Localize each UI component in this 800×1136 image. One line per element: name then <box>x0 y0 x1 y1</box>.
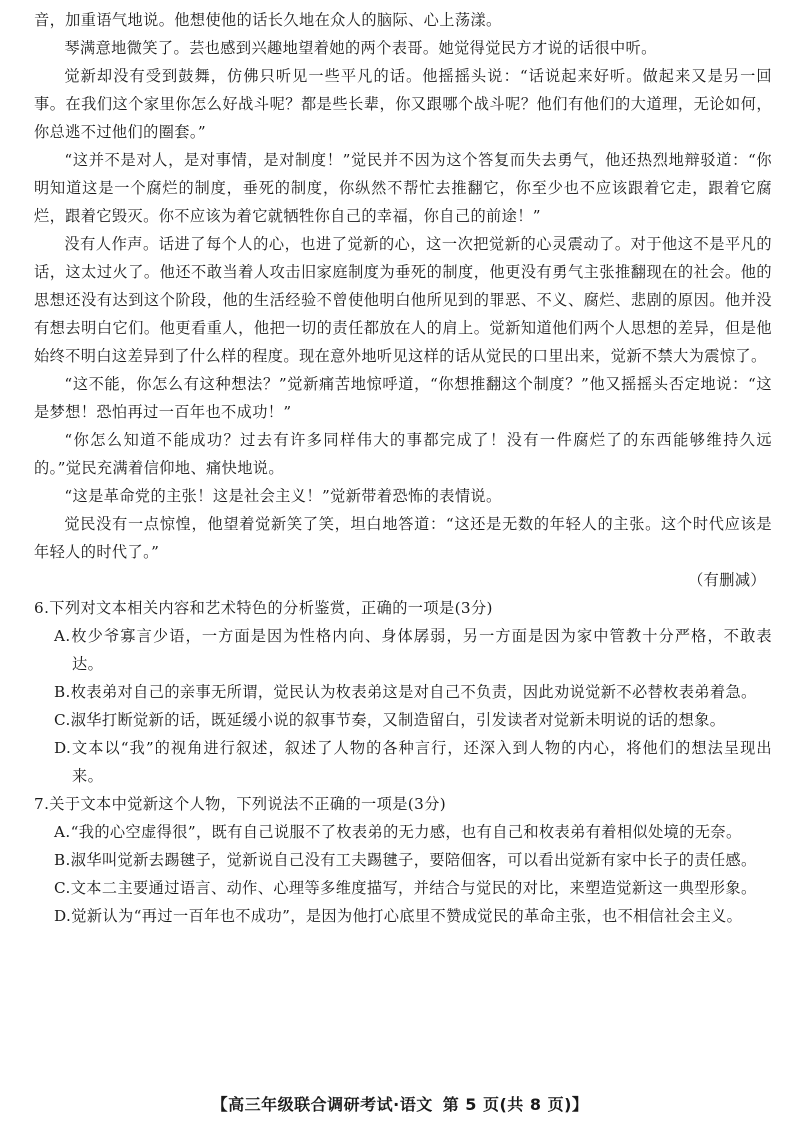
passage-paragraph: “这是革命党的主张！这是社会主义！”觉新带着恐怖的表情说。 <box>64 487 502 505</box>
source-note: （有删减） <box>688 571 766 589</box>
question-6 <box>34 594 772 790</box>
question-stem: 7.关于文本中觉新这个人物，下列说法不正确的一项是(3分) <box>34 795 447 813</box>
passage-paragraph: 觉新却没有受到鼓舞，仿佛只听见一些平凡的话。他摇摇头说：“话说起来好听。做起来又是另一回事。在我们这个家里你怎么好战斗呢？都是些长辈，你又跟哪个战斗呢？他们有他们的大道理，无论如何，你总逃不过他们的圈套。” <box>34 67 772 141</box>
answer-option-c: C.淑华打断觉新的话，既延缓小说的叙事节奏，又制造留白，引发读者对觉新未明说的话的想象。 <box>54 711 726 729</box>
exam-title: 【高三年级联合调研考试·语文 <box>211 1095 433 1114</box>
answer-option-c: C.文本二主要通过语言、动作、心理等多维度描写，并结合与觉民的对比，来塑造觉新这一典型形象。 <box>54 879 757 897</box>
answer-option-d: D.觉新认为“再过一百年也不成功”，是因为他打心底里不赞成觉民的革命主张，也不相信社会主义。 <box>54 907 743 925</box>
passage <box>34 6 772 594</box>
page-number: 第 5 页(共 8 页)】 <box>442 1095 589 1114</box>
page-footer <box>0 1092 800 1115</box>
passage-paragraph: 音，加重语气地说。他想使他的话长久地在众人的脑际、心上荡漾。 <box>34 11 502 29</box>
question-stem: 6.下列对文本相关内容和艺术特色的分析鉴赏，正确的一项是(3分) <box>34 599 493 617</box>
answer-option-a: A.枚少爷寡言少语，一方面是因为性格内向、身体孱弱，另一方面是因为家中管教十分严格，不敢表达。 <box>54 627 772 673</box>
passage-paragraph: “这并不是对人，是对事情，是对制度！”觉民并不因为这个答复而失去勇气，他还热烈地辩驳道：“你明知道这是一个腐烂的制度，垂死的制度，你纵然不帮忙去推翻它，你至少也不应该跟着它走，跟着它腐烂，跟着它毁灭。你不应该为着它就牺牲你自己的幸福，你自己的前途！” <box>34 151 772 225</box>
answer-option-b: B.淑华叫觉新去踢毽子，觉新说自己没有工夫踢毽子，要陪佃客，可以看出觉新有家中长子的责任感。 <box>54 851 757 869</box>
answer-option-d: D.文本以“我”的视角进行叙述，叙述了人物的各种言行，还深入到人物的内心，将他们的想法呈现出来。 <box>54 739 772 785</box>
passage-paragraph: 琴满意地微笑了。芸也感到兴趣地望着她的两个表哥。她觉得觉民方才说的话很中听。 <box>64 39 657 57</box>
answer-option-a: A.“我的心空虚得很”，既有自己说服不了枚表弟的无力感，也有自己和枚表弟有着相似处境的无奈。 <box>54 823 742 841</box>
passage-paragraph: “你怎么知道不能成功？过去有许多同样伟大的事都完成了！没有一件腐烂了的东西能够维持久远的。”觉民充满着信仰地、痛快地说。 <box>34 431 772 477</box>
answer-option-b: B.枚表弟对自己的亲事无所谓，觉民认为枚表弟这是对自己不负责，因此劝说觉新不必替枚表弟着急。 <box>54 683 757 701</box>
passage-paragraph: 没有人作声。话进了每个人的心，也进了觉新的心，这一次把觉新的心灵震动了。对于他这不是平凡的话，这太过火了。他还不敢当着人攻击旧家庭制度为垂死的制度，他更没有勇气主张推翻现在的社会。他的思想还没有达到这个阶段，他的生活经验不曾使他明白他所见到的罪恶、不义、腐烂、悲剧的原因。他并没有想去明白它们。他更看重人，他把一切的责任都放在人的肩上。觉新知道他们两个人思想的差异，但是他始终不明白这差异到了什么样的程度。现在意外地听见这样的话从觉民的口里出来，觉新不禁大为震惊了。 <box>34 235 772 365</box>
passage-paragraph: “这不能，你怎么有这种想法？”觉新痛苦地惊呼道，“你想推翻这个制度？”他又摇摇头否定地说：“这是梦想！恐怕再过一百年也不成功！” <box>34 375 772 421</box>
passage-paragraph: 觉民没有一点惊惶，他望着觉新笑了笑，坦白地答道：“这还是无数的年轻人的主张。这个时代应该是年轻人的时代了。” <box>34 515 772 561</box>
question-7 <box>34 790 772 930</box>
